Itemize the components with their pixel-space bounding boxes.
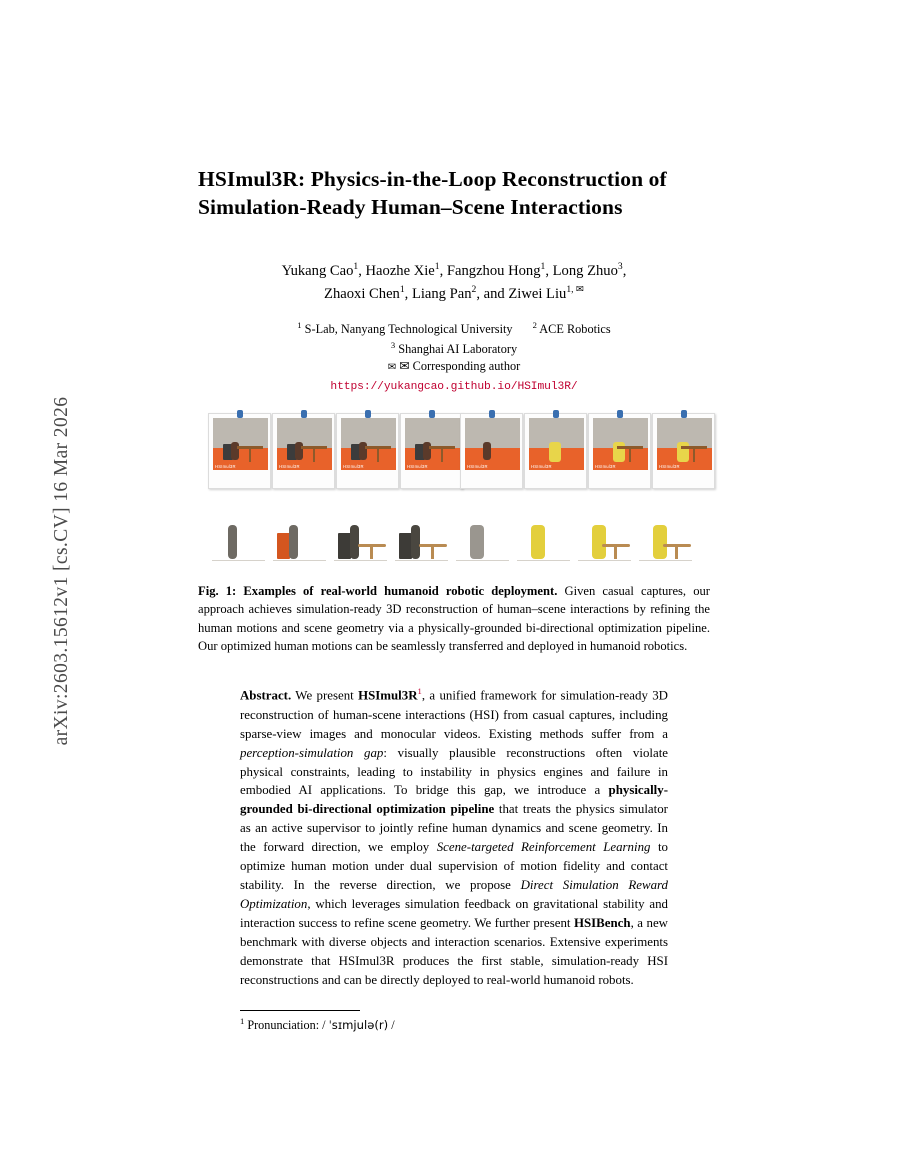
- author-line-1: [198, 260, 710, 283]
- abstract-p1: We present: [291, 688, 359, 703]
- photo-thumbnail: [341, 418, 396, 470]
- abstract-p5: to optimize human motion under dual supervision of motion fidelity and contact stability. In the reverse direction, we propose: [240, 840, 668, 893]
- photo-person: [423, 442, 431, 460]
- footnote-divider: [240, 1010, 360, 1011]
- photo-thumbnail: [657, 418, 712, 470]
- mesh-ground: [212, 560, 265, 561]
- photo-person: [231, 442, 239, 460]
- polaroid-photo: [208, 413, 271, 489]
- footnote-marker: 1: [240, 1016, 245, 1027]
- footnote: [240, 1015, 668, 1034]
- pin-icon: [429, 410, 435, 418]
- affiliation-3-text: Shanghai AI Laboratory: [398, 341, 518, 356]
- footnote-link[interactable]: 1: [417, 686, 422, 697]
- affiliation-2-text: ACE Robotics: [539, 322, 611, 337]
- photo-watermark: HSImul3R: [215, 463, 236, 469]
- mesh-human: [228, 525, 237, 559]
- photo-person: [483, 442, 491, 460]
- photo-robot: [613, 442, 625, 462]
- photo-thumbnail: [593, 418, 648, 470]
- photo-wall: [277, 418, 332, 448]
- photo-thumbnail: [405, 418, 460, 470]
- author-5-affil: 1: [399, 283, 405, 295]
- author-7-affil: 1, ✉: [566, 283, 584, 295]
- corresponding-author: [198, 358, 710, 375]
- author-2: , Haozhe Xie: [358, 262, 435, 279]
- abstract-term-dsro: Direct Simulation Reward Optimization: [240, 878, 669, 912]
- polaroid-photo: [272, 413, 335, 489]
- photo-watermark: HSImul3R: [279, 463, 300, 469]
- mesh-reconstruction-row: [208, 499, 700, 561]
- abstract-heading: Abstract.: [240, 688, 292, 703]
- author-6-affil: 2: [471, 283, 477, 295]
- photo-robot: [549, 442, 561, 462]
- mesh-robot: [653, 525, 667, 559]
- photo-thumbnail: [213, 418, 268, 470]
- abstract-section: [240, 685, 668, 990]
- mesh-table-leg: [675, 546, 678, 559]
- author-3: , Fangzhou Hong: [439, 262, 541, 279]
- mesh-robot: [470, 525, 484, 559]
- pin-icon: [237, 410, 243, 418]
- affiliation-1-marker: 1: [297, 320, 302, 331]
- author-6: , Liang Pan: [404, 285, 472, 302]
- mesh-ground: [334, 560, 387, 561]
- photo-watermark: HSImul3R: [595, 463, 616, 469]
- polaroid-photo: [400, 413, 463, 489]
- affiliation-1-text: S-Lab, Nanyang Technological University: [304, 322, 513, 337]
- abstract-pipeline-name: physically-grounded bi-directional optimization pipeline: [240, 783, 668, 817]
- mesh-robot: [592, 525, 606, 559]
- author-4: , Long Zhuo: [545, 262, 618, 279]
- pin-icon: [681, 410, 687, 418]
- figure-caption: [198, 582, 710, 656]
- mesh-ground: [578, 560, 631, 561]
- mesh-table-leg: [614, 546, 617, 559]
- polaroid-group-robot: [460, 413, 715, 489]
- photo-wall: [213, 418, 268, 448]
- paper-content: [198, 0, 710, 1034]
- photo-watermark: HSImul3R: [467, 463, 488, 469]
- photo-table-leg: [313, 449, 315, 462]
- pin-icon: [301, 410, 307, 418]
- photo-wall: [341, 418, 396, 448]
- pin-icon: [617, 410, 623, 418]
- figure-1: [198, 413, 710, 578]
- figure-caption-lead: Fig. 1: Examples of real-world humanoid robotic deployment.: [198, 583, 558, 598]
- title-line-2: Simulation-Ready Human–Scene Interactions: [198, 195, 623, 220]
- photo-robot: [677, 442, 689, 462]
- polaroid-photo: [460, 413, 523, 489]
- polaroid-photo: [588, 413, 651, 489]
- mesh-human: [411, 525, 420, 559]
- author-4-affil: 3: [617, 260, 623, 272]
- polaroid-photo: [652, 413, 715, 489]
- affiliation-1: [297, 322, 512, 336]
- project-page-link[interactable]: https://yukangcao.github.io/HSImul3R/: [330, 380, 578, 393]
- affiliation-2: [533, 322, 611, 336]
- mesh-table-leg: [431, 546, 434, 559]
- author-3-affil: 1: [540, 260, 546, 272]
- affiliation-2-marker: 2: [532, 320, 537, 331]
- mesh-ground: [395, 560, 448, 561]
- author-1-affil: 1: [353, 260, 359, 272]
- abstract-benchmark-name: HSIBench: [573, 916, 631, 931]
- corresponding-author-text: ✉ Corresponding author: [399, 359, 521, 374]
- abstract-term-rl: Scene-targeted Reinforcement Learning: [436, 840, 651, 855]
- photo-table-leg: [629, 449, 631, 462]
- pin-icon: [553, 410, 559, 418]
- photo-table-leg: [693, 449, 695, 462]
- footnote-text: Pronunciation: /: [244, 1018, 329, 1033]
- photo-watermark: HSImul3R: [407, 463, 428, 469]
- mesh-table-leg: [370, 546, 373, 559]
- pin-icon: [365, 410, 371, 418]
- photo-person: [359, 442, 367, 460]
- mesh-item: [330, 499, 391, 561]
- envelope-icon: ✉: [387, 362, 397, 374]
- photo-watermark: HSImul3R: [531, 463, 552, 469]
- abstract-term-gap: perception-simulation gap: [240, 745, 384, 760]
- photo-wall: [405, 418, 460, 448]
- abstract-p3: : visually plausible reconstructions often violate physical constraints, leading to instability in physics engines and failure in embodied AI applications. To bridge this gap, we introduce a: [240, 745, 669, 798]
- photo-person: [295, 442, 303, 460]
- mesh-robot: [531, 525, 545, 559]
- author-1: Yukang Cao: [281, 262, 354, 279]
- mesh-ground: [273, 560, 326, 561]
- mesh-item: [452, 499, 513, 561]
- affiliation-row-1: [198, 319, 710, 339]
- photo-table-leg: [249, 449, 251, 462]
- mesh-item: [391, 499, 452, 561]
- author-7: , and Ziwei Liu: [476, 285, 567, 302]
- mesh-item: [269, 499, 330, 561]
- polaroid-group-human: [208, 413, 463, 489]
- affiliation-list: [198, 319, 710, 395]
- photo-thumbnail: [277, 418, 332, 470]
- author-sep: ,: [622, 262, 627, 279]
- author-2-affil: 1: [434, 260, 440, 272]
- photo-table-leg: [441, 449, 443, 462]
- mesh-ground: [517, 560, 570, 561]
- affiliation-3-marker: 3: [390, 339, 396, 350]
- abstract-p6: , which leverages simulation feedback on gravitational stability and interaction success to refine scene geometry. We further present: [240, 897, 668, 931]
- mesh-item: [208, 499, 269, 561]
- mesh-item: [635, 499, 696, 561]
- footnote-ipa: ˈsɪmjulə(r): [328, 1018, 389, 1033]
- footnote-text-end: /: [388, 1018, 395, 1033]
- author-5: Zhaoxi Chen: [324, 285, 400, 302]
- author-line-2: [198, 283, 710, 306]
- mesh-item: [574, 499, 635, 561]
- photo-wall: [465, 418, 520, 448]
- photo-table-leg: [377, 449, 379, 462]
- photo-thumbnail: [465, 418, 520, 470]
- arxiv-stamp: arXiv:2603.15612v1 [cs.CV] 16 Mar 2026: [51, 396, 72, 746]
- abstract-p2: , a unified framework for simulation-ready 3D reconstruction of human-scene interactions (HSI) from casual captures, including sparse-view images and monocular videos. Existing methods suffer from a: [240, 688, 668, 741]
- affiliation-row-2: [198, 339, 710, 359]
- page-title: [198, 0, 710, 222]
- mesh-ground: [456, 560, 509, 561]
- polaroid-photo: [524, 413, 587, 489]
- mesh-item: [513, 499, 574, 561]
- author-list: [198, 260, 710, 306]
- photo-thumbnail: [529, 418, 584, 470]
- polaroid-photo: [336, 413, 399, 489]
- abstract-p4: that treats the physics simulator as an active supervisor to jointly refine human dynamics and scene geometry. In the forward direction, we employ: [240, 802, 668, 855]
- photo-watermark: HSImul3R: [659, 463, 680, 469]
- mesh-ground: [639, 560, 692, 561]
- abstract-p7: , a new benchmark with diverse objects and interaction scenarios. Extensive experiments demonstrate that HSImul3R produces the first stable, simulation-ready HSI reconstructions and can be directly deployed to real-world humanoid robots.: [240, 916, 668, 988]
- figure-caption-body: Given casual captures, our approach achieves simulation-ready 3D reconstruction of human–scene interactions by refining the human motions and scene geometry via a physically-grounded bi-directional optimization pipeline. Our optimized human motions can be seamlessly transferred and deployed in humanoid robotics.: [198, 583, 710, 653]
- title-line-1: HSImul3R: Physics-in-the-Loop Reconstruction of: [198, 167, 667, 191]
- pin-icon: [489, 410, 495, 418]
- mesh-human: [289, 525, 298, 559]
- photo-watermark: HSImul3R: [343, 463, 364, 469]
- abstract-method-name: HSImul3R: [358, 688, 418, 703]
- mesh-human: [350, 525, 359, 559]
